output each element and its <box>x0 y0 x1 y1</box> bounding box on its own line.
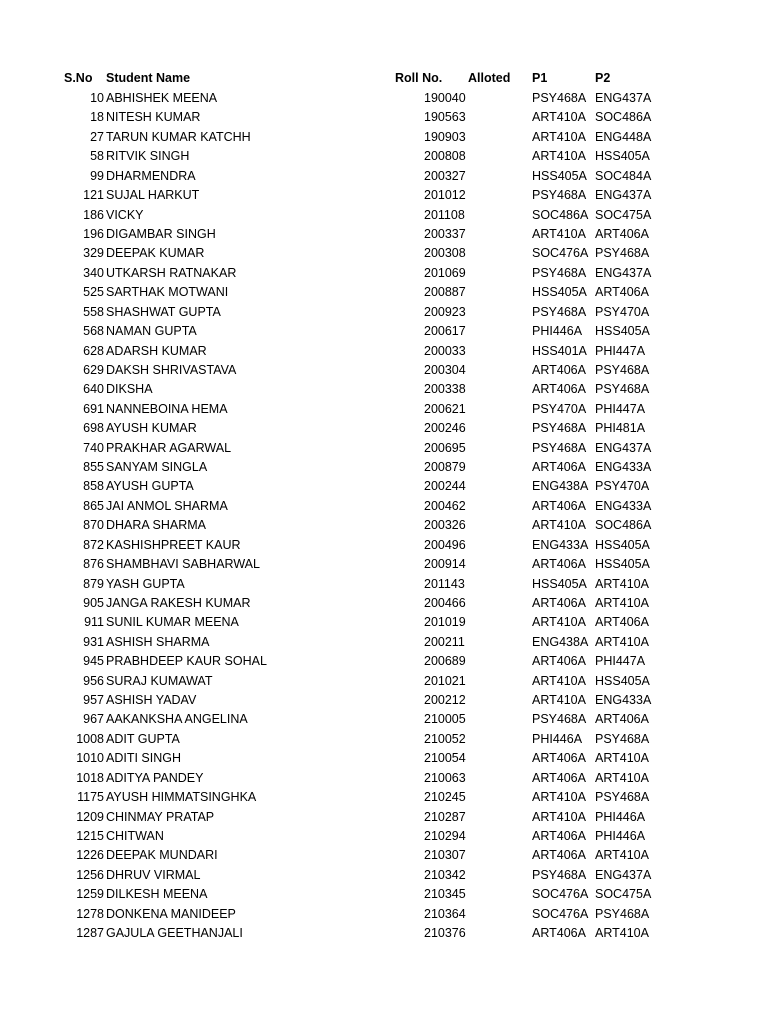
cell-sno: 1287 <box>76 926 104 941</box>
table-row <box>0 710 768 729</box>
cell-p2: HSS405A <box>595 557 650 572</box>
cell-student-name: AYUSH KUMAR <box>106 421 197 436</box>
header-p2: P2 <box>595 71 611 85</box>
cell-p2: PSY468A <box>595 362 650 377</box>
cell-sno: 1175 <box>77 790 104 805</box>
cell-p1: PSY468A <box>532 304 587 319</box>
cell-p1: HSS405A <box>532 285 587 300</box>
cell-p2: HSS405A <box>595 673 650 688</box>
table-row <box>0 769 768 788</box>
table-row <box>0 400 768 419</box>
cell-p1: SOC476A <box>532 906 589 921</box>
cell-student-name: DHRUV VIRMAL <box>106 867 201 882</box>
cell-p1: PSY470A <box>532 401 587 416</box>
cell-student-name: ADIT GUPTA <box>106 731 180 746</box>
cell-p1: PSY468A <box>532 91 587 105</box>
table-row <box>0 419 768 438</box>
table-row <box>0 128 768 147</box>
cell-p2: PHI446A <box>595 829 646 843</box>
cell-sno: 628 <box>83 343 104 358</box>
cell-p1: HSS401A <box>532 343 587 358</box>
cell-p1: ART406A <box>532 848 586 863</box>
cell-sno: 740 <box>83 440 104 455</box>
cell-roll-no: 210345 <box>424 887 466 902</box>
header-alloted: Alloted <box>468 71 511 85</box>
cell-p2: ART406A <box>595 226 649 241</box>
table-row <box>0 691 768 710</box>
table-row <box>0 89 768 108</box>
cell-p2: HSS405A <box>595 324 650 338</box>
cell-p1: PSY468A <box>532 188 587 203</box>
cell-sno: 1018 <box>76 770 104 785</box>
cell-p1: ENG438A <box>532 634 589 649</box>
cell-student-name: SARTHAK MOTWANI <box>106 285 229 300</box>
cell-p1: ART406A <box>532 829 586 843</box>
cell-roll-no: 210005 <box>424 712 466 727</box>
cell-p1: ART406A <box>532 751 586 766</box>
cell-roll-no: 200617 <box>424 324 466 338</box>
cell-p2: PSY470A <box>595 304 650 319</box>
cell-p1: ART410A <box>532 518 586 533</box>
cell-student-name: DHARA SHARMA <box>106 518 207 533</box>
cell-roll-no: 200033 <box>424 343 466 358</box>
cell-p1: ART406A <box>532 595 586 610</box>
cell-sno: 1010 <box>76 751 104 766</box>
cell-sno: 1209 <box>76 809 104 824</box>
cell-roll-no: 210287 <box>424 809 466 824</box>
cell-p2: ENG437A <box>595 867 652 882</box>
cell-p1: ART410A <box>532 110 586 125</box>
cell-roll-no: 210364 <box>424 906 466 921</box>
table-row <box>0 555 768 574</box>
cell-p2: HSS405A <box>595 537 650 552</box>
cell-roll-no: 200308 <box>424 246 466 261</box>
cell-p1: ART410A <box>532 129 586 144</box>
cell-student-name: AAKANKSHA ANGELINA <box>106 712 248 727</box>
cell-p1: ART410A <box>532 693 586 707</box>
cell-roll-no: 200879 <box>424 460 466 474</box>
cell-roll-no: 190563 <box>424 110 466 125</box>
cell-student-name: DHARMENDRA <box>106 168 196 183</box>
cell-p1: ART406A <box>532 498 586 513</box>
cell-p1: PSY468A <box>532 867 587 882</box>
cell-p2: PSY468A <box>595 246 650 261</box>
cell-student-name: ABHISHEK MEENA <box>106 91 218 105</box>
cell-p1: SOC476A <box>532 887 589 902</box>
cell-p1: ART406A <box>532 460 586 474</box>
cell-roll-no: 201069 <box>424 265 466 280</box>
cell-p1: PSY468A <box>532 712 587 727</box>
cell-student-name: KASHISHPREET KAUR <box>106 537 241 552</box>
cell-p2: ENG433A <box>595 693 652 707</box>
table-row <box>0 575 768 594</box>
cell-student-name: CHITWAN <box>106 829 164 843</box>
cell-p2: ART410A <box>595 576 649 591</box>
cell-roll-no: 200212 <box>424 693 466 707</box>
cell-student-name: TARUN KUMAR KATCHH <box>106 129 251 144</box>
cell-p1: ART410A <box>532 809 586 824</box>
cell-student-name: SHAMBHAVI SABHARWAL <box>106 557 260 572</box>
cell-p1: ART406A <box>532 770 586 785</box>
cell-p2: ART406A <box>595 615 649 630</box>
table-row <box>0 264 768 283</box>
cell-sno: 957 <box>83 693 104 707</box>
cell-roll-no: 201012 <box>424 188 466 203</box>
cell-p2: ENG433A <box>595 460 652 474</box>
cell-roll-no: 201108 <box>424 207 465 222</box>
cell-sno: 905 <box>83 595 104 610</box>
table-row <box>0 497 768 516</box>
cell-roll-no: 200466 <box>424 595 466 610</box>
cell-student-name: JAI ANMOL SHARMA <box>106 498 228 513</box>
header-sno: S.No <box>64 71 93 85</box>
table-row <box>0 380 768 399</box>
table-row <box>0 342 768 361</box>
cell-p2: PHI446A <box>595 809 646 824</box>
cell-student-name: SURAJ KUMAWAT <box>106 673 213 688</box>
cell-student-name: ASHISH YADAV <box>106 693 197 707</box>
cell-sno: 1215 <box>76 829 104 843</box>
cell-student-name: UTKARSH RATNAKAR <box>106 265 237 280</box>
table-row <box>0 283 768 302</box>
table-header-row <box>0 69 768 88</box>
table-row <box>0 633 768 652</box>
cell-sno: 1278 <box>76 906 104 921</box>
cell-student-name: VICKY <box>106 207 144 222</box>
header-roll-no: Roll No. <box>395 71 443 85</box>
cell-sno: 698 <box>83 421 104 436</box>
cell-student-name: PRAKHAR AGARWAL <box>106 440 232 455</box>
cell-student-name: DEEPAK MUNDARI <box>106 848 218 863</box>
table-row <box>0 477 768 496</box>
table-row <box>0 147 768 166</box>
cell-roll-no: 210294 <box>424 829 466 843</box>
table-row <box>0 866 768 885</box>
cell-p2: PHI481A <box>595 421 646 436</box>
cell-student-name: DILKESH MEENA <box>106 887 208 902</box>
cell-roll-no: 200914 <box>424 557 466 572</box>
cell-p2: PSY468A <box>595 731 650 746</box>
cell-roll-no: 200462 <box>424 498 466 513</box>
cell-sno: 58 <box>90 149 104 164</box>
table-row <box>0 186 768 205</box>
cell-sno: 525 <box>83 285 104 300</box>
table-row <box>0 749 768 768</box>
table-row <box>0 361 768 380</box>
cell-student-name: NITESH KUMAR <box>106 110 201 125</box>
cell-p2: PSY470A <box>595 479 650 494</box>
cell-p1: PSY468A <box>532 265 587 280</box>
cell-roll-no: 200338 <box>424 382 466 397</box>
cell-student-name: AYUSH HIMMATSINGHKA <box>106 790 257 805</box>
cell-p1: ART406A <box>532 382 586 397</box>
cell-sno: 18 <box>90 110 104 125</box>
cell-p1: ART406A <box>532 557 586 572</box>
cell-p1: ENG438A <box>532 479 589 494</box>
cell-student-name: DIKSHA <box>106 382 153 397</box>
table-row <box>0 439 768 458</box>
cell-roll-no: 200244 <box>424 479 466 494</box>
table-row <box>0 536 768 555</box>
cell-sno: 558 <box>83 304 104 319</box>
cell-p1: HSS405A <box>532 576 587 591</box>
cell-p1: ART406A <box>532 654 586 669</box>
cell-roll-no: 200327 <box>424 168 466 183</box>
cell-p2: SOC475A <box>595 207 652 222</box>
cell-sno: 911 <box>84 615 104 630</box>
cell-sno: 1008 <box>76 731 104 746</box>
cell-sno: 931 <box>83 634 104 649</box>
cell-p2: ART410A <box>595 848 649 863</box>
table-row <box>0 322 768 341</box>
cell-p1: SOC476A <box>532 246 589 261</box>
table-row <box>0 225 768 244</box>
cell-roll-no: 201143 <box>424 576 465 591</box>
cell-p1: ART406A <box>532 926 586 941</box>
cell-p2: ENG433A <box>595 498 652 513</box>
cell-p1: PSY468A <box>532 440 587 455</box>
cell-roll-no: 200887 <box>424 285 466 300</box>
cell-roll-no: 210054 <box>424 751 466 766</box>
cell-p2: PHI447A <box>595 654 646 669</box>
table-row <box>0 167 768 186</box>
table-row <box>0 924 768 943</box>
cell-p1: ART410A <box>532 226 586 241</box>
cell-p2: ENG448A <box>595 129 652 144</box>
cell-roll-no: 200304 <box>424 362 466 377</box>
cell-roll-no: 201019 <box>424 615 466 630</box>
cell-sno: 870 <box>83 518 104 533</box>
cell-student-name: ADITYA PANDEY <box>106 770 204 785</box>
table-row <box>0 613 768 632</box>
cell-student-name: SUJAL HARKUT <box>106 188 200 203</box>
table-row <box>0 788 768 807</box>
cell-p2: PSY468A <box>595 790 650 805</box>
cell-sno: 858 <box>83 479 104 494</box>
cell-student-name: DAKSH SHRIVASTAVA <box>106 362 237 377</box>
cell-p2: SOC486A <box>595 110 652 125</box>
table-row <box>0 303 768 322</box>
cell-sno: 956 <box>83 673 104 688</box>
cell-p1: HSS405A <box>532 168 587 183</box>
cell-sno: 10 <box>90 91 104 105</box>
table-row <box>0 885 768 904</box>
cell-student-name: GAJULA GEETHANJALI <box>106 926 243 941</box>
cell-sno: 1259 <box>76 887 104 902</box>
table-row <box>0 516 768 535</box>
cell-p1: PSY468A <box>532 421 587 436</box>
table-row <box>0 846 768 865</box>
cell-p2: SOC486A <box>595 518 652 533</box>
cell-student-name: DONKENA MANIDEEP <box>106 906 236 921</box>
cell-sno: 121 <box>83 188 104 203</box>
table-row <box>0 244 768 263</box>
cell-sno: 691 <box>83 401 104 416</box>
cell-p1: ART410A <box>532 790 586 805</box>
table-row <box>0 808 768 827</box>
cell-roll-no: 210342 <box>424 867 466 882</box>
cell-p1: ART410A <box>532 615 586 630</box>
cell-student-name: AYUSH GUPTA <box>106 479 194 494</box>
cell-student-name: ADITI SINGH <box>106 751 182 766</box>
cell-student-name: ASHISH SHARMA <box>106 634 210 649</box>
cell-student-name: SANYAM SINGLA <box>106 460 208 474</box>
cell-sno: 855 <box>83 460 104 474</box>
cell-student-name: NANNEBOINA HEMA <box>106 401 228 416</box>
table-row <box>0 905 768 924</box>
cell-p1: PHI446A <box>532 324 583 338</box>
cell-p2: PHI447A <box>595 401 646 416</box>
cell-roll-no: 190040 <box>424 91 466 105</box>
cell-sno: 945 <box>83 654 104 669</box>
table-row <box>0 827 768 846</box>
cell-p1: ENG433A <box>532 537 589 552</box>
cell-p2: ART410A <box>595 751 649 766</box>
cell-p1: ART410A <box>532 673 586 688</box>
cell-student-name: YASH GUPTA <box>106 576 185 591</box>
cell-sno: 340 <box>83 265 104 280</box>
cell-roll-no: 210307 <box>424 848 466 863</box>
cell-student-name: DIGAMBAR SINGH <box>106 226 216 241</box>
table-row <box>0 672 768 691</box>
table-row <box>0 730 768 749</box>
cell-student-name: PRABHDEEP KAUR SOHAL <box>106 654 267 669</box>
cell-roll-no: 201021 <box>424 673 466 688</box>
table-row <box>0 108 768 127</box>
cell-sno: 329 <box>83 246 104 261</box>
cell-roll-no: 190903 <box>424 129 466 144</box>
cell-p2: HSS405A <box>595 149 650 164</box>
cell-roll-no: 210063 <box>424 770 466 785</box>
cell-student-name: JANGA RAKESH KUMAR <box>106 595 251 610</box>
cell-roll-no: 200246 <box>424 421 466 436</box>
cell-p2: ART410A <box>595 595 649 610</box>
cell-sno: 1226 <box>76 848 104 863</box>
cell-roll-no: 200211 <box>424 634 465 649</box>
cell-p2: ENG437A <box>595 265 652 280</box>
cell-sno: 640 <box>83 382 104 397</box>
cell-p2: PSY468A <box>595 382 650 397</box>
cell-roll-no: 200326 <box>424 518 466 533</box>
cell-p2: PSY468A <box>595 906 650 921</box>
cell-sno: 1256 <box>76 867 104 882</box>
table-row <box>0 206 768 225</box>
cell-roll-no: 200923 <box>424 304 466 319</box>
cell-p1: SOC486A <box>532 207 589 222</box>
cell-sno: 99 <box>90 168 104 183</box>
cell-p2: ART406A <box>595 285 649 300</box>
table-row <box>0 594 768 613</box>
cell-p1: ART410A <box>532 149 586 164</box>
cell-student-name: ADARSH KUMAR <box>106 343 207 358</box>
cell-student-name: RITVIK SINGH <box>106 149 190 164</box>
cell-student-name: NAMAN GUPTA <box>106 324 197 338</box>
cell-student-name: SUNIL KUMAR MEENA <box>106 615 239 630</box>
cell-sno: 967 <box>83 712 104 727</box>
cell-sno: 876 <box>83 557 104 572</box>
cell-p2: ART406A <box>595 712 649 727</box>
cell-sno: 879 <box>83 576 104 591</box>
cell-sno: 27 <box>90 129 104 144</box>
cell-p2: ENG437A <box>595 91 652 105</box>
cell-sno: 629 <box>83 362 104 377</box>
cell-roll-no: 200689 <box>424 654 466 669</box>
cell-roll-no: 200496 <box>424 537 466 552</box>
table-row <box>0 652 768 671</box>
cell-roll-no: 200808 <box>424 149 466 164</box>
cell-p2: SOC475A <box>595 887 652 902</box>
cell-sno: 186 <box>83 207 104 222</box>
cell-p2: ENG437A <box>595 188 652 203</box>
cell-p1: PHI446A <box>532 731 583 746</box>
header-student-name: Student Name <box>106 71 191 85</box>
cell-p2: PHI447A <box>595 343 646 358</box>
cell-p1: ART406A <box>532 362 586 377</box>
cell-roll-no: 200621 <box>424 401 466 416</box>
cell-sno: 568 <box>83 324 104 338</box>
cell-p2: ART410A <box>595 926 649 941</box>
cell-p2: ART410A <box>595 634 649 649</box>
cell-roll-no: 210376 <box>424 926 466 941</box>
table-row <box>0 458 768 477</box>
cell-roll-no: 200337 <box>424 226 466 241</box>
cell-sno: 196 <box>83 226 104 241</box>
cell-p2: ENG437A <box>595 440 652 455</box>
header-p1: P1 <box>532 71 548 85</box>
cell-p2: SOC484A <box>595 168 652 183</box>
cell-student-name: SHASHWAT GUPTA <box>106 304 221 319</box>
cell-sno: 872 <box>83 537 104 552</box>
cell-roll-no: 210052 <box>424 731 466 746</box>
cell-roll-no: 210245 <box>424 790 466 805</box>
cell-student-name: DEEPAK KUMAR <box>106 246 205 261</box>
cell-student-name: CHINMAY PRATAP <box>106 809 215 824</box>
cell-roll-no: 200695 <box>424 440 466 455</box>
cell-p2: ART410A <box>595 770 649 785</box>
cell-sno: 865 <box>83 498 104 513</box>
